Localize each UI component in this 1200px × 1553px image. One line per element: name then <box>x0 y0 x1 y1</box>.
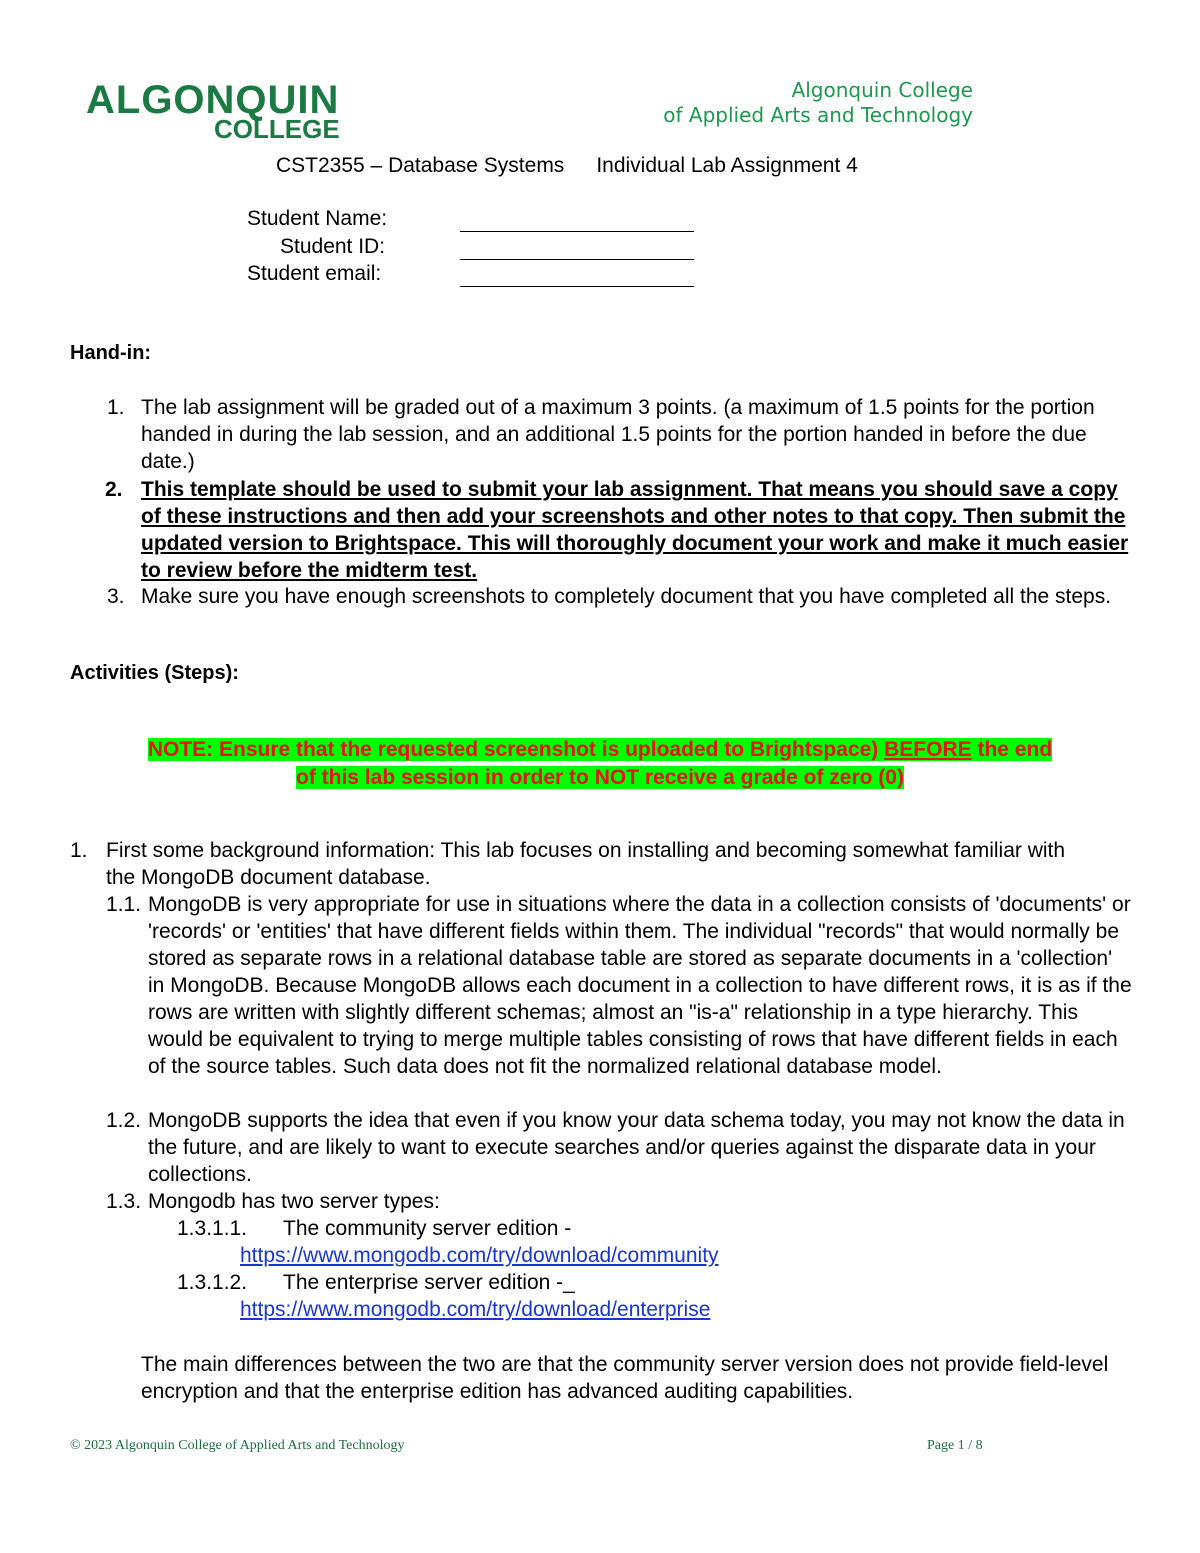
step-1-2-number: 1.2. <box>106 1109 142 1132</box>
step-1-3-1-1-text: The community server edition - <box>283 1217 572 1240</box>
note-line2: of this lab session in order to NOT receive a grade of zero (0) <box>296 766 904 789</box>
step-1-text: First some background information: This lab focuses on installing and becoming somewhat familiar with the MongoDB document database. <box>106 839 1066 889</box>
step-1-3-1-2-number: 1.3.1.2. <box>177 1271 248 1294</box>
activities-heading: Activities (Steps): <box>70 662 239 684</box>
logo-wordmark-top: ALGONQUIN <box>86 78 340 122</box>
college-name <box>663 78 973 128</box>
handin-heading: Hand-in: <box>70 342 152 364</box>
step-1-3-1-2-text: The enterprise server edition -_ <box>283 1271 575 1294</box>
footer-copyright: © 2023 Algonquin College of Applied Arts and Technology <box>70 1438 405 1453</box>
step-1-2-text: MongoDB supports the idea that even if you know your data schema today, you may not know the data in the future, and are likely to want to execute searches and/or queries against the disparate data in your collections. <box>148 1109 1125 1186</box>
course-title <box>276 154 858 178</box>
student-email-label: Student email: <box>247 262 382 285</box>
student-id-label: Student ID: <box>280 235 386 258</box>
step-1-3-1-1-number: 1.3.1.1. <box>177 1217 248 1240</box>
grade-warning-note <box>70 736 1130 792</box>
step-1-1-number: 1.1. <box>106 893 142 916</box>
student-name-blank[interactable] <box>460 231 694 232</box>
handin-item-3-number: 3. <box>107 585 125 608</box>
note-line1: NOTE: Ensure that the requested screenshot is uploaded to Brightspace) BEFORE the end <box>147 738 1053 761</box>
handin-item-1: The lab assignment will be graded out of a maximum 3 points. (a maximum of 1.5 points for the portion handed in during the lab session, and an additional 1.5 points for the portion handed in before the due date.) <box>141 396 1095 473</box>
step-1-1-text: MongoDB is very appropriate for use in situations where the data in a collection consists of 'documents' or 'records' or 'entities' that have different fields within them. The individual "records" that would normally be stored as separate rows in a relational database table are stored as separate documents in a 'collection' in MongoDB. Because MongoDB allows each document in a collection to have different rows, it is as if the rows are written with slightly different schemas; almost an "is-a" relationship in a type hierarchy. This would be equivalent to trying to merge multiple tables consisting of rows that have different fields in each of the source tables. Such data does not fit the normalized relational database model. <box>148 893 1132 1078</box>
student-email-blank[interactable] <box>460 286 694 287</box>
college-name-line1: Algonquin College <box>791 78 973 102</box>
step-1-number: 1. <box>70 839 88 862</box>
enterprise-download-link[interactable]: https://www.mongodb.com/try/download/enterprise <box>240 1298 711 1321</box>
logo-wordmark-bottom: COLLEGE <box>214 114 340 144</box>
note-before-word: BEFORE <box>884 738 972 761</box>
handin-item-2: This template should be used to submit your lab assignment. That means you should save a copy of these instructions and then add your screenshots and other notes to that copy. Then submit the updated version to Brightspace. This will thoroughly document your work and make it much easier to review before the midterm test. <box>141 478 1129 582</box>
main-differences-paragraph: The main differences between the two are that the community server version does not provide field-level encryption and that the enterprise edition has advanced auditing capabilities. <box>141 1353 1109 1403</box>
assignment-title: Individual Lab Assignment 4 <box>596 154 858 177</box>
community-download-link[interactable]: https://www.mongodb.com/try/download/community <box>240 1244 719 1267</box>
footer-page-number: Page 1 / 8 <box>927 1438 983 1453</box>
student-id-blank[interactable] <box>460 259 694 260</box>
course-code: CST2355 – Database Systems <box>276 154 565 177</box>
handin-item-1-number: 1. <box>107 396 125 419</box>
step-1-3-text: Mongodb has two server types: <box>148 1190 440 1213</box>
college-name-line2: of Applied Arts and Technology <box>663 103 973 127</box>
step-1-3-number: 1.3. <box>106 1190 142 1213</box>
college-logo <box>86 78 340 144</box>
handin-item-3: Make sure you have enough screenshots to completely document that you have completed all the steps. <box>141 585 1112 608</box>
student-name-label: Student Name: <box>247 207 388 230</box>
handin-item-2-number: 2. <box>105 478 123 501</box>
